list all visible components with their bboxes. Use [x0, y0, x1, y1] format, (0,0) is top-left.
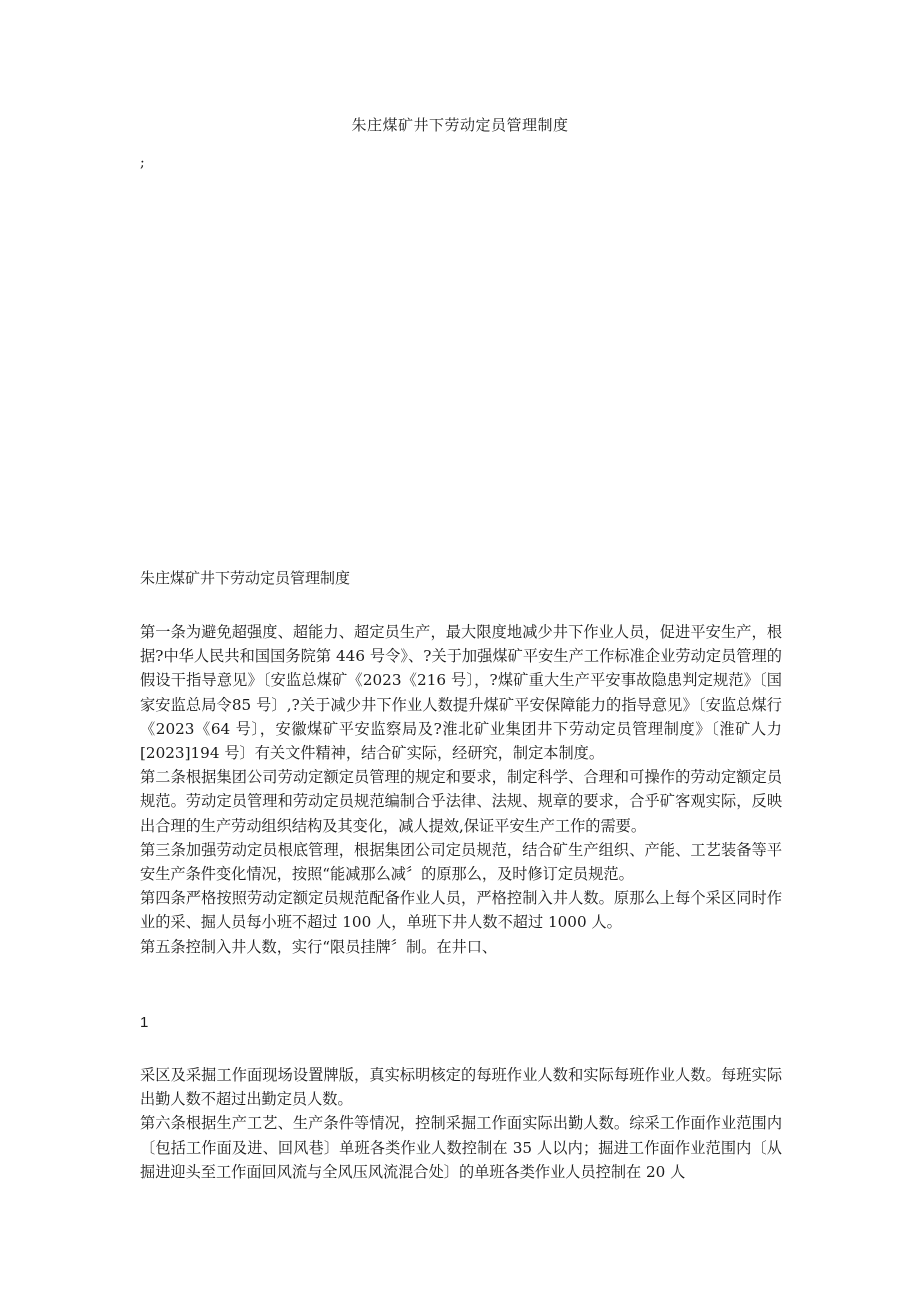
- article-3-paragraph: 第三条加强劳动定员根底管理，根据集团公司定员规范，结合矿生产组织、产能、工艺装备等平安生产条件变化情况，按照“能减那么减〞的原那么，及时修订定员规范。: [140, 840, 782, 884]
- article-5-continuation-paragraph: 采区及采掘工作面现场设置牌版，真实标明核定的每班作业人数和实际每班作业人数。每班实际出勤人数不超过出勤定员人数。: [140, 1066, 782, 1109]
- page-number: 1: [140, 1014, 149, 1031]
- body-text-page-2: [140, 1063, 782, 1184]
- stray-semicolon: ;: [140, 155, 145, 171]
- article-6-paragraph: 第六条根据生产工艺、生产条件等情况，控制采掘工作面实际出勤人数。综采工作面作业范围内〔包括工作面及进、回风巷〕单班各类作业人数控制在 35 人以内；掘进工作面作业范围内〔从掘进迎头至工作面回风流与全风压风流混合处〕的单班各类作业人员控制在 20 人: [140, 1114, 782, 1181]
- article-1-paragraph: 第一条为避免超强度、超能力、超定员生产，最大限度地减少井下作业人员，促进平安生产，根据?中华人民共和国国务院第 446 号令》、?关于加强煤矿平安生产工作标准企业劳动定员管理的假设干指导意见》〔安监总煤矿《2023《216 号〕，?煤矿重大生产平安事故隐患判定规范》〔国家安监总局令85 号〕,?关于减少井下作业人数提升煤矿平安保障能力的指导意见》〔安监总煤行《2023《64 号〕，安徽煤矿平安监察局及?淮北矿业集团井下劳动定员管理制度》〔淮矿人力[2023]194 号〕有关文件精神，结合矿实际，经研究，制定本制度。: [140, 623, 782, 763]
- body-text-page-1: [140, 620, 782, 959]
- article-5-paragraph: 第五条控制入井人数，实行“限员挂牌〞制。在井口、: [140, 937, 498, 956]
- article-4-paragraph: 第四条严格按照劳动定额定员规范配备作业人员，严格控制入井人数。原那么上每个采区同时作业的采、掘人员每小班不超过 100 人，单班下井人数不超过 1000 人。: [140, 889, 782, 932]
- section-heading: 朱庄煤矿井下劳动定员管理制度: [140, 569, 351, 587]
- document-title: 朱庄煤矿井下劳动定员管理制度: [351, 116, 569, 134]
- article-2-paragraph: 第二条根据集团公司劳动定额定员管理的规定和要求，制定科学、合理和可操作的劳动定额定员规范。劳动定员管理和劳动定员规范编制合乎法律、法规、规章的要求，合乎矿客观实际，反映出合理的生产劳动组织结构及其变化，减人提效,保证平安生产工作的需要。: [140, 768, 782, 835]
